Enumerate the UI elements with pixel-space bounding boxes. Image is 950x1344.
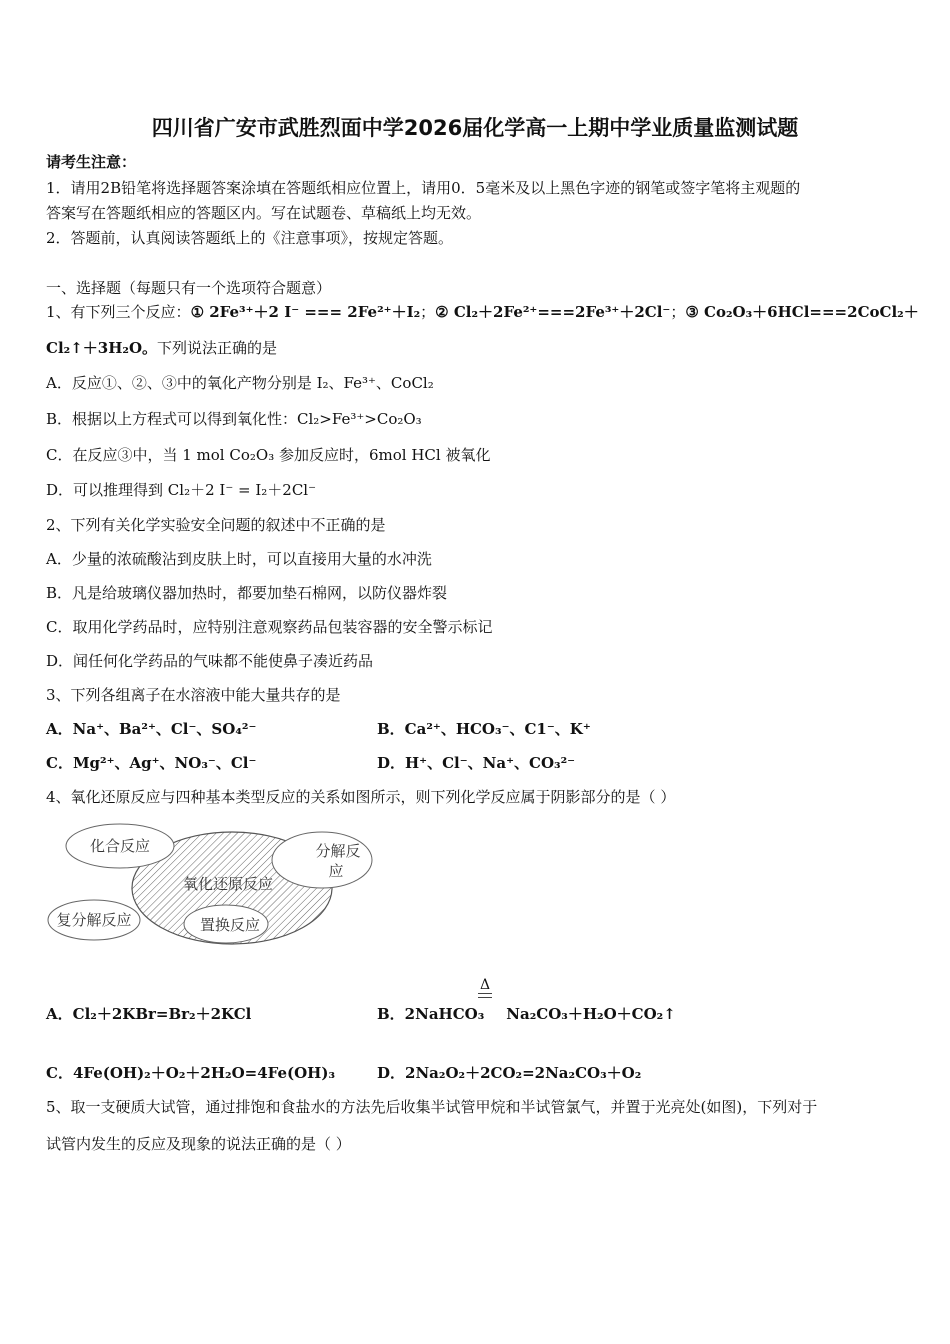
q1-option-a: A．反应①、②、③中的氧化产物分别是 I₂、Fe³⁺、CoCl₂ (46, 374, 434, 392)
q3-option-d: D．H⁺、Cl⁻、Na⁺、CO₃²⁻ (377, 754, 576, 772)
q3-stem: 3、下列各组离子在水溶液中能大量共存的是 (46, 686, 341, 704)
q1-stem-prefix: 有下列三个反应： (70, 303, 191, 321)
delta-symbol: Δ (479, 977, 491, 993)
q4-option-c: C．4Fe(OH)₂＋O₂＋2H₂O=4Fe(OH)₃ (46, 1064, 336, 1082)
q5-stem-line-2: 试管内发生的反应及现象的说法正确的是（ ） (46, 1135, 351, 1153)
q4-stem: 4、氧化还原反应与四种基本类型反应的关系如图所示，则下列化学反应属于阴影部分的是（ ） (46, 788, 676, 806)
q2-option-a: A．少量的浓硫酸沾到皮肤上时，可以直接用大量的水冲洗 (46, 550, 432, 568)
q1-stem-cont (46, 338, 277, 358)
q3-option-b: B．Ca²⁺、HCO₃⁻、C1⁻、K⁺ (377, 720, 591, 738)
q4-option-b-left: B．2NaHCO₃ (377, 1005, 485, 1023)
q1-reaction-2: ② Cl₂＋2Fe²⁺===2Fe³⁺＋2Cl⁻ (435, 303, 671, 321)
equals-sign (478, 993, 492, 998)
q3-option-a: A．Na⁺、Ba²⁺、Cl⁻、SO₄²⁻ (46, 720, 257, 738)
label-redox: 氧化还原反应 (182, 875, 274, 893)
notice-item-1b: 答案写在答题纸相应的答题区内。写在试题卷、草稿纸上均无效。 (46, 204, 482, 222)
label-decomposition-1: 分解反 (315, 842, 361, 860)
q2-option-b: B．凡是给玻璃仪器加热时，都要加垫石棉网，以防仪器炸裂 (46, 584, 448, 602)
notice-item-1a: 1．请用2B铅笔将选择题答案涂填在答题纸相应位置上，请用0．5毫米及以上黑色字迹的钢笔或签字笔将主观题的 (46, 179, 801, 197)
section-heading: 一、选择题（每题只有一个选项符合题意） (46, 279, 332, 297)
label-combination: 化合反应 (89, 837, 151, 855)
reaction-venn-diagram (40, 818, 380, 958)
label-double-decomposition: 复分解反应 (56, 911, 132, 929)
q2-stem: 2、下列有关化学实验安全问题的叙述中不正确的是 (46, 516, 386, 534)
label-decomposition-2: 应 (328, 862, 344, 880)
q2-option-c: C．取用化学药品时，应特别注意观察药品包装容器的安全警示标记 (46, 618, 493, 636)
q4-option-b-right: Na₂CO₃＋H₂O＋CO₂↑ (506, 1005, 676, 1023)
q1-reaction-3b: Cl₂↑＋3H₂O。 (46, 339, 158, 357)
q3-option-c: C．Mg²⁺、Ag⁺、NO₃⁻、Cl⁻ (46, 754, 257, 772)
q1-stem: 1、有下列三个反应：① 2Fe³⁺＋2 I⁻ === 2Fe²⁺＋I₂；② Cl₂＋2Fe²⁺===2Fe³⁺＋2Cl⁻；③ Co₂O₃＋6HCl===2CoCl₂＋ (46, 303, 919, 321)
q5-stem-line-1: 5、取一支硬质大试管，通过排饱和食盐水的方法先后收集半试管甲烷和半试管氯气，并置于光亮处(如图)，下列对于 (46, 1098, 818, 1116)
label-displacement: 置换反应 (199, 916, 261, 934)
notice-item-2: 2．答题前，认真阅读答题纸上的《注意事项》，按规定答题。 (46, 229, 454, 247)
q4-option-d: D．2Na₂O₂＋2CO₂=2Na₂CO₃＋O₂ (377, 1064, 642, 1082)
q1-reaction-1: ① 2Fe³⁺＋2 I⁻ === 2Fe²⁺＋I₂ (190, 303, 421, 321)
page-title: 四川省广安市武胜烈面中学2026届化学高一上期中学业质量监测试题 (151, 116, 799, 140)
q4-option-a: A．Cl₂＋2KBr=Br₂＋2KCl (46, 1005, 252, 1023)
decomposition-ellipse (272, 832, 372, 888)
q1-option-b: B．根据以上方程式可以得到氧化性：Cl₂>Fe³⁺>Co₂O₃ (46, 410, 422, 428)
notice-heading: 请考生注意： (46, 153, 137, 171)
heating-condition (478, 978, 492, 998)
q1-stem-suffix: 下列说法正确的是 (157, 339, 278, 357)
q1-reaction-3a: ③ Co₂O₃＋6HCl===2CoCl₂＋ (685, 303, 919, 321)
q4-option-b (377, 1004, 676, 1024)
q2-option-d: D．闻任何化学药品的气味都不能使鼻子凑近药品 (46, 652, 374, 670)
q1-option-c: C．在反应③中，当 1 mol Co₂O₃ 参加反应时，6mol HCl 被氧化 (46, 446, 491, 464)
q1-number: 1、 (46, 303, 71, 321)
q1-option-d: D．可以推理得到 Cl₂＋2 I⁻ = I₂＋2Cl⁻ (46, 481, 317, 499)
